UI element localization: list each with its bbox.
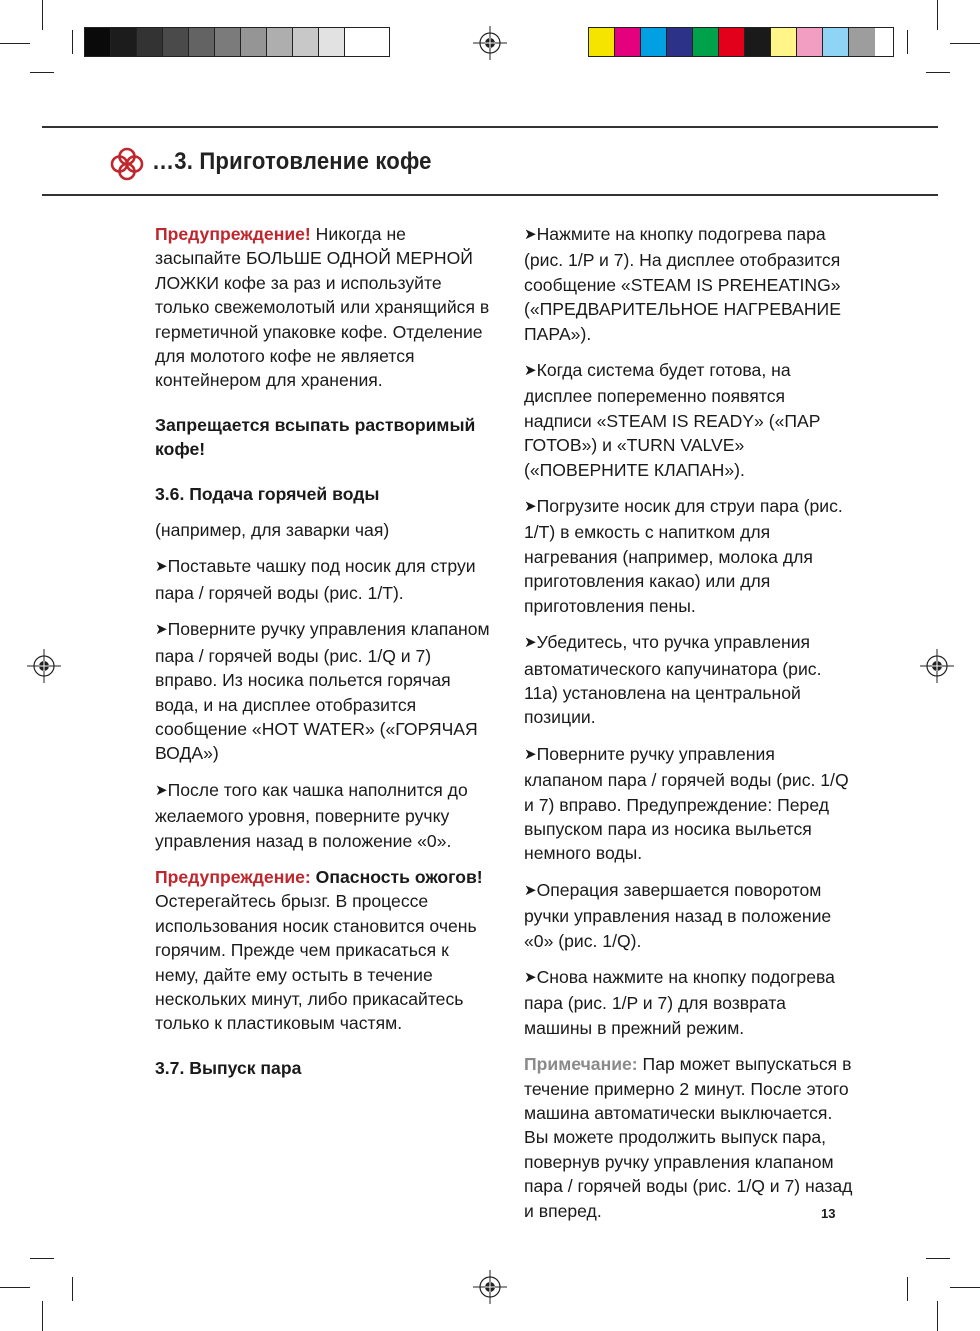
crop-mark [42, 0, 43, 30]
section-3-7-title: 3.7. Выпуск пара [155, 1057, 302, 1078]
warning-bold-text: Опасность ожогов! [310, 866, 483, 887]
color-swatch [111, 28, 137, 56]
crop-mark [42, 1301, 43, 1331]
arrow-bullet-icon: ➤ [524, 881, 537, 899]
note-text: Пар может выпускаться в течение примерно 2 минут. После этого машина автоматически выключается. Вы можете продолжить выпуск пара, повернув ручку управления клапаном пара / горячей воды (рис. 1/Q и 7) назад и вперед. [524, 1054, 853, 1221]
note-label: Примечание: [524, 1054, 638, 1075]
registration-mark-icon [27, 649, 61, 683]
color-swatch [345, 28, 371, 56]
list-item: ➤Когда система будет готова, на дисплее попеременно появятся надписи «STEAM IS READY» («ПАР ГОТОВ») и «TURN VALVE» («ПОВЕРНИТЕ КЛАПАН»). [524, 360, 821, 480]
registration-mark-icon [473, 1270, 507, 1304]
crop-mark [950, 43, 980, 44]
process-color-bar [588, 27, 894, 57]
right-column [524, 222, 856, 1235]
note-paragraph [524, 1052, 856, 1223]
crop-mark [926, 72, 950, 73]
color-swatch [589, 28, 615, 56]
arrow-bullet-icon: ➤ [524, 968, 537, 986]
crop-mark [937, 1301, 938, 1331]
header-bottom-rule [42, 194, 938, 196]
color-swatch [719, 28, 745, 56]
warning-text: Остерегайтесь брызг. В процессе использования носик становится очень горячим. Прежде чем прикасаться к нему, дайте ему остыть в течение нескольких минут, либо прикасайтесь только к пластиковым частям. [155, 891, 477, 1034]
crop-mark [907, 1277, 908, 1301]
warning-paragraph [155, 222, 490, 393]
page-number: 13 [821, 1206, 836, 1221]
arrow-bullet-icon: ➤ [155, 558, 168, 576]
list-item: ➤Снова нажмите на кнопку подогрева пара (рис. 1/P и 7) для возврата машины в прежний режим. [524, 966, 835, 1038]
color-swatch [771, 28, 797, 56]
list-item: ➤После того как чашка наполнится до желаемого уровня, поверните ручку управления назад в положение «0». [155, 779, 468, 851]
arrow-bullet-icon: ➤ [155, 621, 168, 639]
arrow-bullet-icon: ➤ [155, 781, 168, 799]
color-swatch [241, 28, 267, 56]
color-swatch [319, 28, 345, 56]
arrow-bullet-icon: ➤ [524, 226, 537, 243]
color-swatch [137, 28, 163, 56]
arrow-bullet-icon: ➤ [524, 498, 537, 516]
crop-mark [0, 1287, 30, 1288]
arrow-bullet-icon: ➤ [524, 634, 537, 652]
color-swatch [641, 28, 667, 56]
warning-text: Никогда не засыпайте БОЛЬШЕ ОДНОЙ МЕРНОЙ ЛОЖКИ кофе за раз и используйте только свежемолотый или хранящийся в герметичной упаковке кофе. Отделение для молотого кофе не является контейнером для хранения. [155, 224, 490, 391]
arrow-bullet-icon: ➤ [524, 745, 537, 763]
color-swatch [797, 28, 823, 56]
section-3-6-subtitle: (например, для заварки чая) [155, 520, 390, 541]
list-item: ➤Поверните ручку управления клапаном пара / горячей воды (рис. 1/Q и 7) вправо. Предупреждение: Перед выпуском пара из носика выльется немного воды. [524, 743, 849, 864]
left-column [155, 222, 490, 1092]
list-item: ➤Нажмите на кнопку подогрева пара (рис. 1/P и 7). На дисплее отобразится сообщение «STEAM IS PREHEATING» («ПРЕДВАРИТЕЛЬНОЕ НАГРЕВАНИЕ ПАРА»). [524, 224, 841, 344]
burn-warning [155, 865, 490, 1036]
registration-mark-icon [920, 649, 954, 683]
crop-mark [937, 0, 938, 30]
crop-mark [0, 43, 30, 44]
color-swatch [615, 28, 641, 56]
crop-mark [907, 30, 908, 54]
registration-mark-icon [473, 26, 507, 60]
crop-mark [30, 1258, 54, 1259]
grayscale-color-bar [84, 27, 390, 57]
color-swatch [745, 28, 771, 56]
color-swatch [823, 28, 849, 56]
prohibition-text: Запрещается всыпать растворимый кофе! [155, 414, 476, 460]
list-item: ➤Убедитесь, что ручка управления автоматического капучинатора (рис. 11a) установлена на центральной позиции. [524, 632, 822, 728]
color-swatch [667, 28, 693, 56]
section-title: …3. Приготовление кофе [152, 148, 432, 175]
crop-mark [72, 1277, 73, 1301]
warning-label: Предупреждение! [155, 224, 311, 244]
list-item: ➤Поставьте чашку под носик для струи пара / горячей воды (рис. 1/T). [155, 556, 476, 603]
crop-mark [30, 72, 54, 73]
color-swatch [293, 28, 319, 56]
coffee-flower-icon [108, 145, 146, 183]
list-item: ➤Погрузите носик для струи пара (рис. 1/T) в емкость с напитком для нагревания (например, молока для приготовления какао) или для приготовления пены. [524, 496, 843, 616]
crop-mark [950, 1287, 980, 1288]
list-item: ➤Поверните ручку управления клапаном пара / горячей воды (рис. 1/Q и 7) вправо. Из носика польется горячая вода, и на дисплее отобразится сообщение «HOT WATER» («ГОРЯЧАЯ ВОДА») [155, 619, 490, 764]
list-item: ➤Операция завершается поворотом ручки управления назад в положение «0» (рис. 1/Q). [524, 879, 832, 951]
color-swatch [849, 28, 875, 56]
color-swatch [693, 28, 719, 56]
crop-mark [72, 30, 73, 54]
crop-mark [926, 1258, 950, 1259]
color-swatch [189, 28, 215, 56]
section-3-6-title: 3.6. Подача горячей воды [155, 483, 380, 504]
color-swatch [215, 28, 241, 56]
header-top-rule [42, 126, 938, 128]
warning-label: Предупреждение: [155, 866, 311, 887]
color-swatch [267, 28, 293, 56]
color-swatch [85, 28, 111, 56]
color-swatch [163, 28, 189, 56]
arrow-bullet-icon: ➤ [524, 362, 537, 380]
